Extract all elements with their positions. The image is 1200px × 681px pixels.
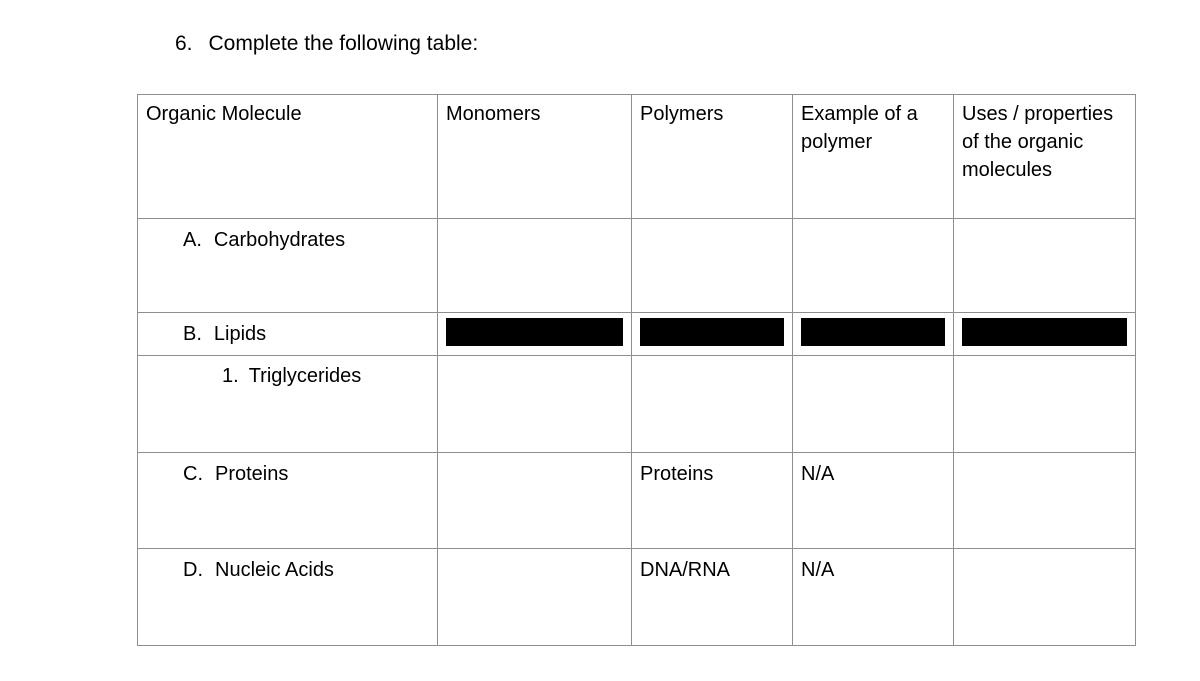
header-monomers: Monomers — [438, 95, 632, 219]
proteins-example-value: N/A — [801, 463, 835, 485]
carbohydrates-monomers-cell[interactable] — [438, 219, 632, 313]
proteins-monomers-cell[interactable] — [438, 453, 632, 549]
header-uses-properties: Uses / properties of the organic molecules — [954, 95, 1136, 219]
table-row-nucleic-acids — [138, 549, 1136, 646]
carbohydrates-example-cell[interactable] — [793, 219, 954, 313]
row-label: Nucleic Acids — [215, 559, 334, 581]
proteins-example-cell — [793, 453, 954, 549]
nucleic-acids-polymers-cell — [632, 549, 793, 646]
header-organic-molecule: Organic Molecule — [138, 95, 438, 219]
redaction-bar — [801, 318, 945, 346]
row-label-cell — [138, 219, 438, 313]
table-row-proteins — [138, 453, 1136, 549]
nucleic-acids-uses-cell[interactable] — [954, 549, 1136, 646]
row-label-cell — [138, 313, 438, 356]
lipids-uses-cell — [954, 313, 1136, 356]
triglycerides-monomers-cell[interactable] — [438, 356, 632, 453]
question-text: Complete the following table: — [208, 32, 479, 55]
proteins-polymers-value: Proteins — [640, 463, 714, 485]
nucleic-acids-example-value: N/A — [801, 559, 835, 581]
row-number: 1. — [222, 365, 239, 387]
row-letter: C. — [183, 463, 203, 485]
table-row-carbohydrates — [138, 219, 1136, 313]
redaction-bar — [446, 318, 623, 346]
header-row — [138, 95, 1136, 219]
row-letter: A. — [183, 229, 202, 251]
lipids-monomers-cell — [438, 313, 632, 356]
question-number: 6. — [175, 32, 193, 55]
triglycerides-example-cell[interactable] — [793, 356, 954, 453]
carbohydrates-polymers-cell[interactable] — [632, 219, 793, 313]
proteins-uses-cell[interactable] — [954, 453, 1136, 549]
redaction-bar — [640, 318, 784, 346]
row-label-cell — [138, 453, 438, 549]
header-polymers: Polymers — [632, 95, 793, 219]
redaction-bar — [962, 318, 1127, 346]
table-row-triglycerides — [138, 356, 1136, 453]
organic-molecules-table — [137, 94, 1136, 646]
triglycerides-polymers-cell[interactable] — [632, 356, 793, 453]
proteins-polymers-cell — [632, 453, 793, 549]
row-label: Lipids — [213, 323, 267, 345]
row-label-cell — [138, 356, 438, 453]
nucleic-acids-example-cell — [793, 549, 954, 646]
lipids-example-cell — [793, 313, 954, 356]
row-letter: D. — [183, 559, 203, 581]
carbohydrates-uses-cell[interactable] — [954, 219, 1136, 313]
row-label: Triglycerides — [248, 365, 362, 387]
nucleic-acids-polymers-value: DNA/RNA — [640, 559, 731, 581]
header-example-polymer: Example of a polymer — [793, 95, 954, 219]
row-label: Carbohydrates — [213, 229, 346, 251]
row-label: Proteins — [215, 463, 289, 485]
row-label-cell — [138, 549, 438, 646]
nucleic-acids-monomers-cell[interactable] — [438, 549, 632, 646]
row-letter: B. — [183, 323, 202, 345]
question-heading — [175, 32, 478, 56]
lipids-polymers-cell — [632, 313, 793, 356]
triglycerides-uses-cell[interactable] — [954, 356, 1136, 453]
table-row-lipids — [138, 313, 1136, 356]
